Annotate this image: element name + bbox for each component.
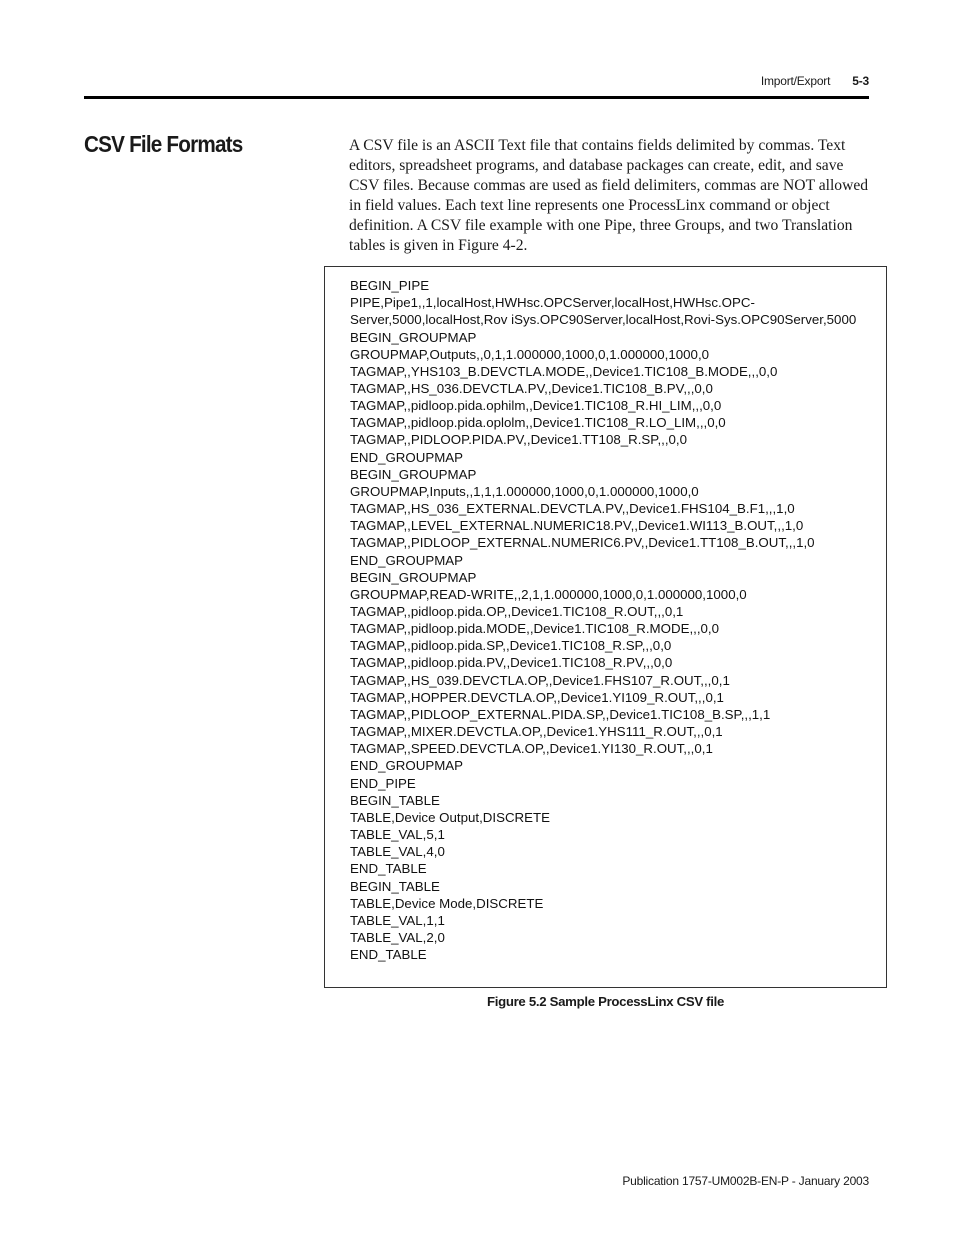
csv-line: TABLE_VAL,4,0 (350, 844, 445, 860)
figure-caption: Figure 5.2 Sample ProcessLinx CSV file (486, 994, 725, 1009)
csv-line: TABLE_VAL,1,1 (350, 912, 445, 928)
csv-line: TABLE,Device Mode,DISCRETE (350, 895, 544, 911)
csv-line: END_GROUPMAP (350, 552, 464, 568)
csv-line: TAGMAP,,pidloop.pida.MODE,,Device1.TIC108_R.MODE,,,0,0 (350, 621, 720, 637)
header-section-name: Import/Export (760, 74, 831, 88)
csv-line: BEGIN_GROUPMAP (350, 569, 477, 585)
csv-line: END_GROUPMAP (350, 449, 464, 465)
csv-line: GROUPMAP,Inputs,,1,1,1.000000,1000,0,1.000000,1000,0 (350, 483, 699, 499)
csv-line: TAGMAP,,pidloop.pida.PV,,Device1.TIC108_R.PV,,,0,0 (350, 655, 673, 671)
publication-footer: Publication 1757-UM002B-EN-P - January 2003 (622, 1174, 869, 1188)
header-page-number: 5-3 (852, 74, 869, 88)
csv-line: TAGMAP,,YHS103_B.DEVCTLA.MODE,,Device1.TIC108_B.MODE,,,0,0 (350, 363, 778, 379)
csv-line: BEGIN_PIPE (350, 278, 430, 293)
section-title: CSV File Formats (84, 131, 243, 157)
csv-line: GROUPMAP,Outputs,,0,1,1.000000,1000,0,1.000000,1000,0 (350, 346, 710, 362)
csv-line: END_GROUPMAP (350, 758, 464, 774)
intro-paragraph: A CSV file is an ASCII Text file that contains fields delimited by commas. Text editors, spreadsheet programs, and database packages can create, edit, and save CSV files. Because commas are used as field delimiters, commas are NOT allowed in field values. Each text line represents one ProcessLinx command or object definition. A CSV file example with one Pipe, three Groups, and two Translation tables is given in Figure 4-2. (349, 137, 869, 254)
csv-line: TABLE,Device Output,DISCRETE (350, 809, 551, 825)
csv-line: END_TABLE (350, 947, 427, 963)
csv-line: TAGMAP,,SPEED.DEVCTLA.OP,,Device1.YI130_R.OUT,,,0,1 (350, 741, 713, 757)
csv-line: TAGMAP,,PIDLOOP.PIDA.PV,,Device1.TT108_R.SP,,,0,0 (350, 432, 688, 448)
csv-line: TAGMAP,,PIDLOOP_EXTERNAL.PIDA.SP,,Device1.TIC108_B.SP,,,1,1 (350, 706, 771, 722)
csv-line: TAGMAP,,pidloop.pida.SP,,Device1.TIC108_R.SP,,,0,0 (350, 638, 672, 654)
header-rule (84, 96, 869, 99)
csv-line: BEGIN_TABLE (350, 878, 440, 894)
csv-line: TAGMAP,,PIDLOOP_EXTERNAL.NUMERIC6.PV,,Device1.TT108_B.OUT,,,1,0 (350, 535, 815, 551)
csv-line: BEGIN_TABLE (350, 792, 440, 808)
csv-line: TAGMAP,,HS_039.DEVCTLA.OP,,Device1.FHS107_R.OUT,,,0,1 (350, 672, 730, 688)
csv-line: PIPE,Pipe1,,1,localHost,HWHsc.OPCServer,localHost,HWHsc.OPC-Server,5000,localHost,Rov iSys.OPC90Server,localHost,Rovi-Sys.OPC90Server,5000 (350, 295, 857, 328)
csv-line: GROUPMAP,READ-WRITE,,2,1,1.000000,1000,0,1.000000,1000,0 (350, 586, 747, 602)
csv-example-figure (324, 266, 887, 988)
csv-line: TAGMAP,,LEVEL_EXTERNAL.NUMERIC18.PV,,Device1.WI113_B.OUT,,,1,0 (350, 518, 804, 534)
csv-listing (350, 277, 880, 963)
csv-line: BEGIN_GROUPMAP (350, 329, 477, 345)
csv-line: TAGMAP,,HOPPER.DEVCTLA.OP,,Device1.YI109_R.OUT,,,0,1 (350, 689, 724, 705)
csv-line: TABLE_VAL,5,1 (350, 827, 445, 843)
csv-line: BEGIN_GROUPMAP (350, 466, 477, 482)
csv-line: TAGMAP,,pidloop.pida.ophilm,,Device1.TIC108_R.HI_LIM,,,0,0 (350, 398, 722, 414)
csv-line: TAGMAP,,pidloop.pida.oplolm,,Device1.TIC108_R.LO_LIM,,,0,0 (350, 415, 726, 431)
csv-line: END_PIPE (350, 775, 416, 791)
csv-line: END_TABLE (350, 861, 427, 877)
csv-line: TAGMAP,,HS_036_EXTERNAL.DEVCTLA.PV,,Device1.FHS104_B.F1,,,1,0 (350, 501, 795, 517)
running-header (761, 74, 869, 88)
csv-line: TAGMAP,,MIXER.DEVCTLA.OP,,Device1.YHS111_R.OUT,,,0,1 (350, 724, 723, 740)
csv-line: TAGMAP,,pidloop.pida.OP,,Device1.TIC108_R.OUT,,,0,1 (350, 604, 684, 619)
csv-line: TAGMAP,,HS_036.DEVCTLA.PV,,Device1.TIC108_B.PV,,,0,0 (350, 380, 713, 396)
csv-line: TABLE_VAL,2,0 (350, 929, 445, 945)
